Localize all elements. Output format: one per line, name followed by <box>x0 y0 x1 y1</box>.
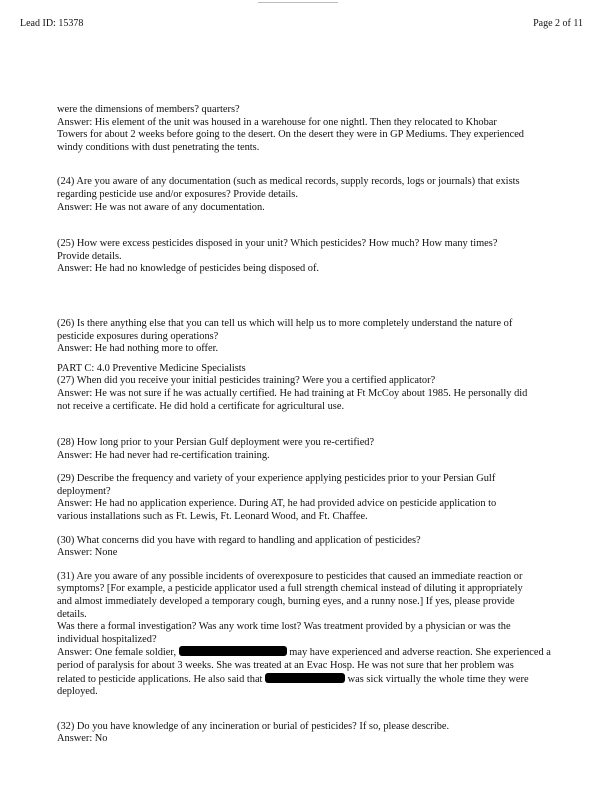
question-32 <box>57 721 587 746</box>
answer-text: Answer: No <box>57 733 108 745</box>
document-body <box>57 104 587 746</box>
answer-line <box>57 673 587 687</box>
question-text: (27) When did you receive your initial pesticides training? Were you a certified applicator? <box>57 375 436 387</box>
answer-text: period of paralysis for about 3 weeks. She was treated at an Evac Hosp. He was not sure that her problem was <box>57 660 514 671</box>
redaction-bar <box>179 646 287 656</box>
question-text: were the dimensions of members? quarters? <box>57 104 240 115</box>
answer-text: related to pesticide applications. He also said that <box>57 673 263 685</box>
question-text: (32) Do you have knowledge of any incineration or burial of pesticides? If so, please describe. <box>57 720 450 732</box>
question-text: (25) How were excess pesticides disposed in your unit? Which pesticides? How much? How many times? <box>57 238 498 250</box>
answer-line <box>57 646 587 660</box>
question-28 <box>57 437 587 462</box>
answer-text: deployed. <box>57 686 98 698</box>
answer-text: not receive a certificate. He did hold a certificate for agricultural use. <box>57 400 345 412</box>
answer-block-23 <box>57 104 587 154</box>
question-text: and almost immediately developed a temporary cough, burning eyes, and a runny nose.] If yes, please provide <box>57 596 515 608</box>
answer-text: windy conditions with dust penetrating the tents. <box>57 141 260 153</box>
answer-text: Answer: None <box>57 547 118 559</box>
answer-text: Answer: He had never had re-certification training. <box>57 449 270 461</box>
question-text: deployment? <box>57 485 111 497</box>
question-text: Was there a formal investigation? Was any work time lost? Was treatment provided by a physician or was the <box>57 621 511 633</box>
answer-text: various installations such as Ft. Lewis, Ft. Leonard Wood, and Ft. Chaffee. <box>57 511 368 523</box>
answer-text: Answer: His element of the unit was housed in a warehouse for one nightl. Then they relocated to Khobar <box>57 116 497 128</box>
question-text: Provide details. <box>57 250 122 262</box>
answer-text: Answer: He had no application experience. During AT, he had provided advice on pesticide application to <box>57 498 497 510</box>
answer-text: was sick virtually the whole time they were <box>347 673 529 685</box>
scan-edge-line <box>258 2 338 3</box>
answer-text: Answer: He was not aware of any documentation. <box>57 201 265 213</box>
page-number: Page 2 of 11 <box>533 18 583 29</box>
question-text: (29) Describe the frequency and variety of your experience applying pesticides prior to your Persian Gulf <box>57 473 496 485</box>
question-31 <box>57 571 587 699</box>
question-text: (26) Is there anything else that you can tell us which will help us to more completely understand the nature of <box>57 317 513 329</box>
question-text: (31) Are you aware of any possible incidents of overexposure to pesticides that caused an immediate reaction or <box>57 570 523 582</box>
question-text: symptoms? [For example, a pesticide applicator used a full strength chemical instead of diluting it appropriately <box>57 583 523 595</box>
answer-text: Answer: He had no knowledge of pesticides being disposed of. <box>57 263 320 275</box>
question-text: (30) What concerns did you have with regard to handling and application of pesticides? <box>57 534 421 546</box>
answer-text: Answer: He was not sure if he was actually certified. He had training at Ft McCoy about 1985. He personally did <box>57 387 528 399</box>
question-text: (24) Are you aware of any documentation (such as medical records, supply records, logs or journals) that exists <box>57 176 520 188</box>
lead-id: Lead ID: 15378 <box>20 18 84 29</box>
question-26 <box>57 318 587 356</box>
answer-text: may have experienced and adverse reaction. She experienced a <box>289 647 551 659</box>
question-25 <box>57 238 587 276</box>
question-29 <box>57 473 587 523</box>
part-c-section <box>57 363 587 413</box>
question-text: individual hospitalized? <box>57 633 157 645</box>
question-text: regarding pesticide use and/or exposures? Provide details. <box>57 188 298 200</box>
question-text: (28) How long prior to your Persian Gulf deployment were you re-certified? <box>57 437 375 449</box>
answer-text: Answer: He had nothing more to offer. <box>57 343 219 355</box>
redaction-bar <box>265 673 345 683</box>
question-24 <box>57 176 587 214</box>
question-30 <box>57 535 587 560</box>
answer-text: Answer: One female soldier, <box>57 647 177 659</box>
answer-text: Towers for about 2 weeks before going to the desert. On the desert they were in GP Mediums. They experienced <box>57 129 524 141</box>
question-text: pesticide exposures during operations? <box>57 330 219 342</box>
section-heading: PART C: 4.0 Preventive Medicine Specialists <box>57 362 246 374</box>
question-text: details. <box>57 608 87 620</box>
